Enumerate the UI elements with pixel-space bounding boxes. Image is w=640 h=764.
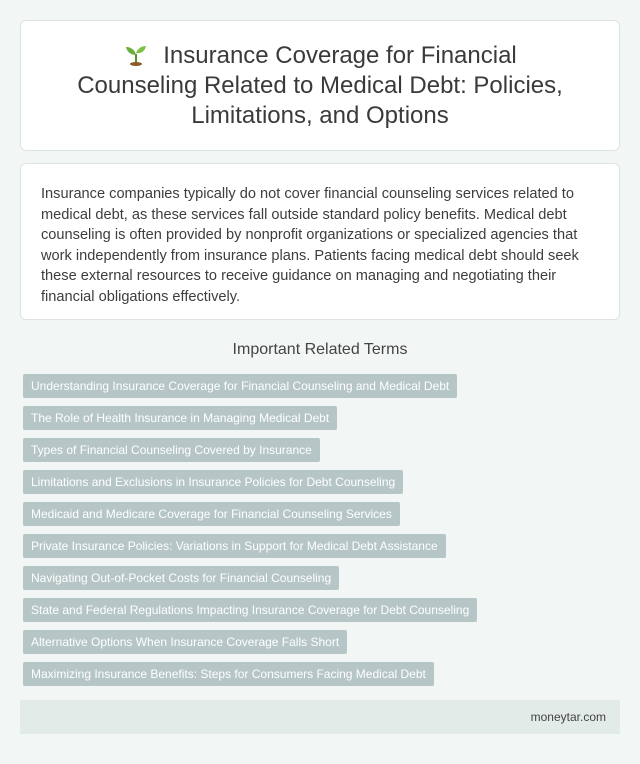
page-title-text: Insurance Coverage for Financial Counseling Related to Medical Debt: Policies, Limitations, and Options [77,41,563,129]
summary-text: Insurance companies typically do not cover financial counseling services related to medical debt, as these services fall outside standard policy benefits. Medical debt counseling is often provided by nonprofit organizations or specialized agencies that work independently from insurance plans. Patients facing medical debt should seek these external resources to receive guidance on managing and negotiating their financial obligations effectively. [41,186,579,305]
term-chip[interactable]: Limitations and Exclusions in Insurance Policies for Debt Counseling [23,470,403,494]
term-chip[interactable]: Types of Financial Counseling Covered by Insurance [23,438,320,462]
footer-site-link[interactable]: moneytar.com [530,710,606,724]
term-chip[interactable]: Understanding Insurance Coverage for Financial Counseling and Medical Debt [23,374,457,398]
terms-list [23,374,617,694]
title-card [20,20,620,151]
footer-bar [20,700,620,734]
term-chip[interactable]: Navigating Out-of-Pocket Costs for Financial Counseling [23,566,339,590]
term-chip[interactable]: The Role of Health Insurance in Managing Medical Debt [23,406,337,430]
summary-card [20,163,620,320]
term-chip[interactable]: Private Insurance Policies: Variations in Support for Medical Debt Assistance [23,534,446,558]
term-chip[interactable]: State and Federal Regulations Impacting Insurance Coverage for Debt Counseling [23,598,477,622]
term-chip[interactable]: Medicaid and Medicare Coverage for Financial Counseling Services [23,502,400,526]
page-title [61,41,579,131]
term-chip[interactable]: Alternative Options When Insurance Coverage Falls Short [23,630,347,654]
terms-heading: Important Related Terms [232,341,408,358]
sprout-icon [123,42,149,66]
term-chip[interactable]: Maximizing Insurance Benefits: Steps for Consumers Facing Medical Debt [23,662,434,686]
